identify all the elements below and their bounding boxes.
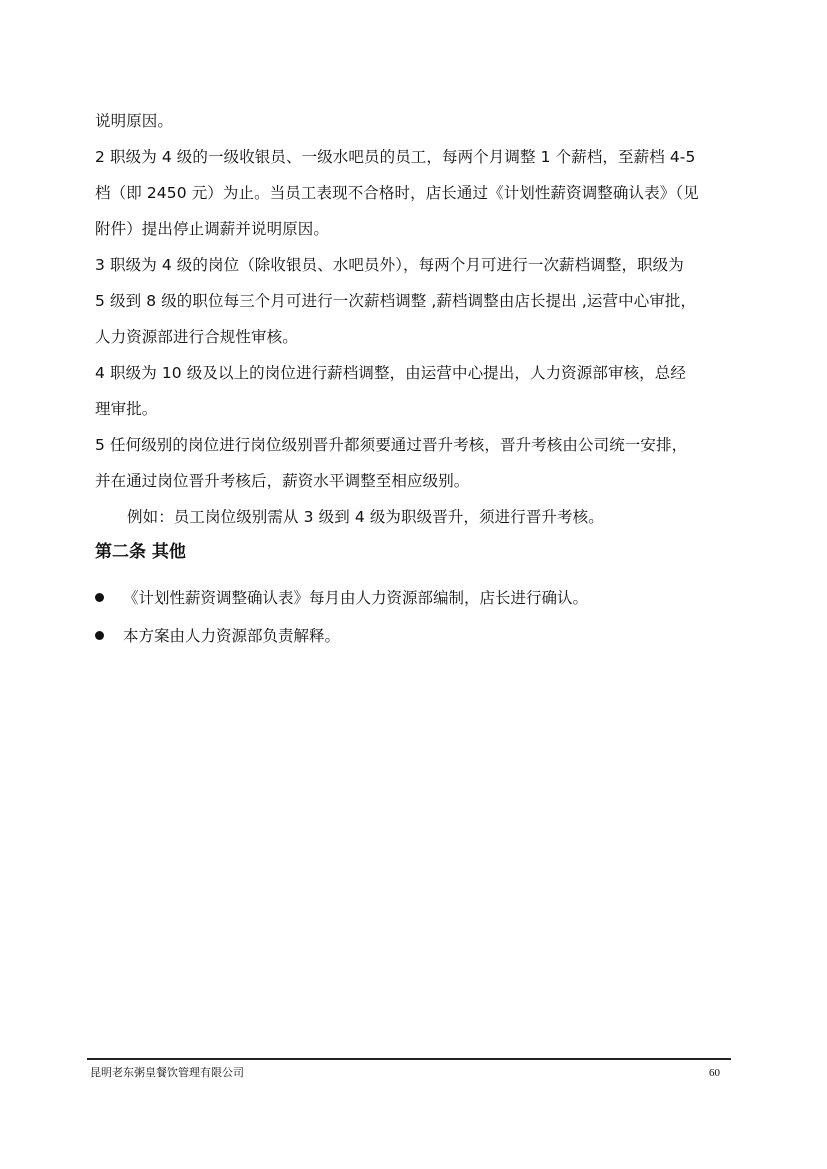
bullet-dot-icon <box>95 631 104 640</box>
footer-page-number: 60 <box>709 1067 720 1079</box>
body-line: 人力资源部进行合规性审核。 <box>95 328 298 346</box>
body-line: 说明原因。 <box>95 112 174 130</box>
body-line: 附件）提出停止调薪并说明原因。 <box>95 220 330 238</box>
body-line: 5 任何级别的岗位进行岗位级别晋升都须要通过晋升考核，晋升考核由公司统一安排， <box>95 436 688 454</box>
bullet-text: 《计划性薪资调整确认表》每月由人力资源部编制，店长进行确认。 <box>123 589 589 607</box>
body-line: 档（即 2450 元）为止。当员工表现不合格时，店长通过《计划性薪资调整确认表》（见 <box>95 184 699 202</box>
list-item <box>95 626 735 646</box>
example-line: 例如：员工岗位级别需从 3 级到 4 级为职级晋升，须进行晋升考核。 <box>127 508 604 526</box>
body-line: 2 职级为 4 级的一级收银员、一级水吧员的员工，每两个月调整 1 个薪档，至薪档 4-5 <box>95 148 696 166</box>
footer-company-name: 昆明老东粥皇餐饮管理有限公司 <box>90 1066 244 1079</box>
body-line: 并在通过岗位晋升考核后，薪资水平调整至相应级别。 <box>95 472 470 490</box>
footer-divider <box>87 1058 731 1060</box>
section-heading: 第二条 其他 <box>95 542 186 562</box>
bullet-dot-icon <box>95 593 104 602</box>
body-line: 5 级到 8 级的职位每三个月可进行一次薪档调整 ,薪档调整由店长提出 ,运营中心审批， <box>95 292 697 310</box>
list-item <box>95 588 735 608</box>
body-line: 4 职级为 10 级及以上的岗位进行薪档调整，由运营中心提出，人力资源部审核，总经 <box>95 364 686 382</box>
body-line: 理审批。 <box>95 400 158 418</box>
bullet-text: 本方案由人力资源部负责解释。 <box>123 627 341 645</box>
body-line: 3 职级为 4 级的岗位（除收银员、水吧员外），每两个月可进行一次薪档调整，职级为 <box>95 256 684 274</box>
